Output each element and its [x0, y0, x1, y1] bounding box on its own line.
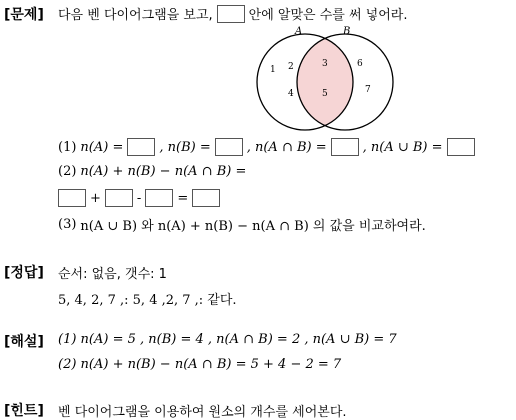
venn-element: 5: [322, 89, 328, 99]
q1-nA-input[interactable]: [127, 138, 155, 156]
q1-prefix: (1): [58, 139, 77, 155]
q2-plus: +: [90, 190, 101, 206]
q3-prefix: (3): [58, 217, 77, 232]
question-2: [58, 164, 246, 179]
q2-expression: n(A) + n(B) − n(A ∩ B) =: [80, 164, 247, 179]
hint-label: [힌트]: [4, 403, 44, 419]
answer-label: [정답]: [4, 265, 44, 281]
q2-minus: -: [136, 190, 142, 206]
hint-text: 벤 다이어그램을 이용하여 원소의 개수를 세어본다.: [58, 405, 347, 420]
venn-label-b: B: [343, 26, 351, 37]
q1-nAuB-input[interactable]: [447, 138, 475, 156]
venn-element: 4: [288, 89, 294, 99]
q2-equals: =: [177, 190, 189, 206]
venn-label-a: A: [295, 26, 303, 37]
problem-intro-after: 안에 알맞은 수를 써 넣어라.: [248, 8, 408, 23]
q2-input-2[interactable]: [105, 189, 133, 207]
question-3: [58, 215, 426, 234]
venn-element: 2: [288, 62, 294, 72]
venn-diagram: [250, 24, 400, 134]
q2-prefix: (2): [58, 164, 77, 179]
q3-text: n(A ∪ B) 와 n(A) + n(B) − n(A ∩ B) 의 값을 비교하여라.: [80, 219, 426, 234]
blank-box-example: [217, 5, 245, 23]
q2-input-1[interactable]: [58, 189, 86, 207]
q2-blanks: [58, 189, 220, 207]
answer-line-2: 5, 4, 2, 7 ,: 5, 4 ,2, 7 ,: 같다.: [58, 293, 237, 308]
problem-label: [문제]: [4, 7, 44, 23]
answer-line-1: 순서: 없음, 갯수: 1: [58, 267, 167, 282]
venn-element: 1: [270, 65, 276, 75]
q1-nAB-input[interactable]: [331, 138, 359, 156]
problem-intro-before: 다음 벤 다이어그램을 보고,: [58, 8, 213, 23]
venn-element: 3: [322, 59, 328, 69]
venn-element: 7: [365, 85, 371, 95]
q1-nA-label: n(A) =: [80, 139, 124, 155]
problem-intro: [58, 4, 407, 23]
question-1: [58, 138, 475, 156]
explanation-label: [해설]: [4, 334, 44, 350]
q1-nAuB-label: , n(A ∪ B) =: [362, 139, 443, 155]
venn-element: 6: [357, 59, 363, 69]
q1-nB-input[interactable]: [215, 138, 243, 156]
q1-nAB-label: , n(A ∩ B) =: [246, 139, 327, 155]
q2-input-3[interactable]: [145, 189, 173, 207]
q2-input-4[interactable]: [192, 189, 220, 207]
explanation-line-1: (1) n(A) = 5 , n(B) = 4 , n(A ∩ B) = 2 , n(A ∪ B) = 7: [58, 332, 397, 347]
q1-nB-label: , n(B) =: [159, 139, 211, 155]
explanation-line-2: (2) n(A) + n(B) − n(A ∩ B) = 5 + 4 − 2 = 7: [58, 357, 342, 372]
